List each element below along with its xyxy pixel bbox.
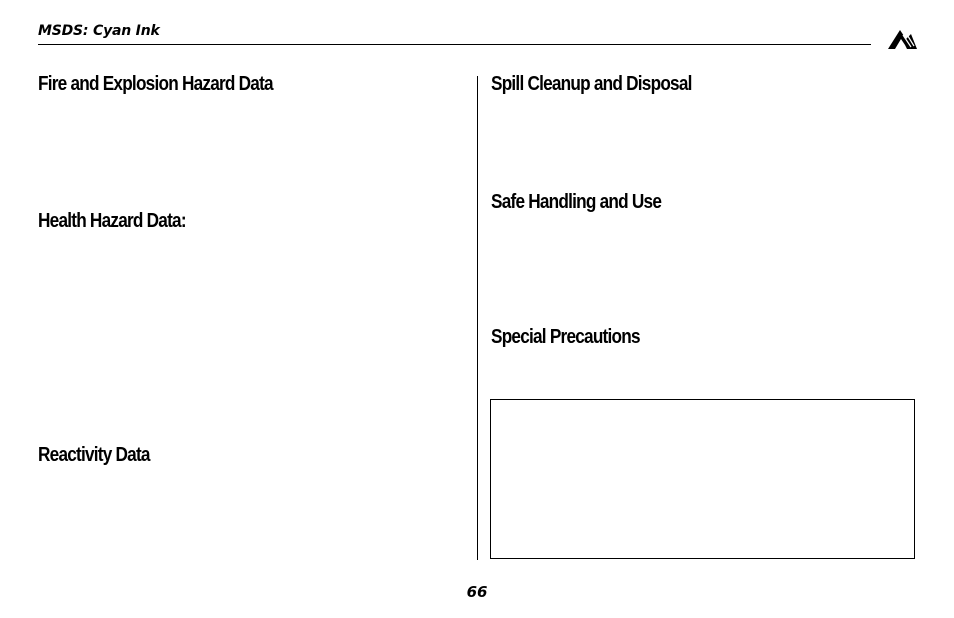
heading-reactivity: Reactivity Data — [38, 444, 150, 466]
heading-fire-explosion-hazard: Fire and Explosion Hazard Data — [38, 73, 273, 95]
notes-box — [490, 399, 915, 559]
heading-health-hazard: Health Hazard Data: — [38, 210, 186, 232]
page-number: 66 — [466, 583, 488, 601]
header-rule — [38, 44, 871, 45]
document-title: MSDS: Cyan Ink — [38, 23, 160, 39]
heading-special-precautions: Special Precautions — [491, 326, 640, 348]
heading-spill-cleanup: Spill Cleanup and Disposal — [491, 73, 692, 95]
heading-safe-handling: Safe Handling and Use — [491, 191, 662, 213]
column-divider — [477, 76, 478, 560]
brand-logo-icon — [886, 27, 918, 53]
